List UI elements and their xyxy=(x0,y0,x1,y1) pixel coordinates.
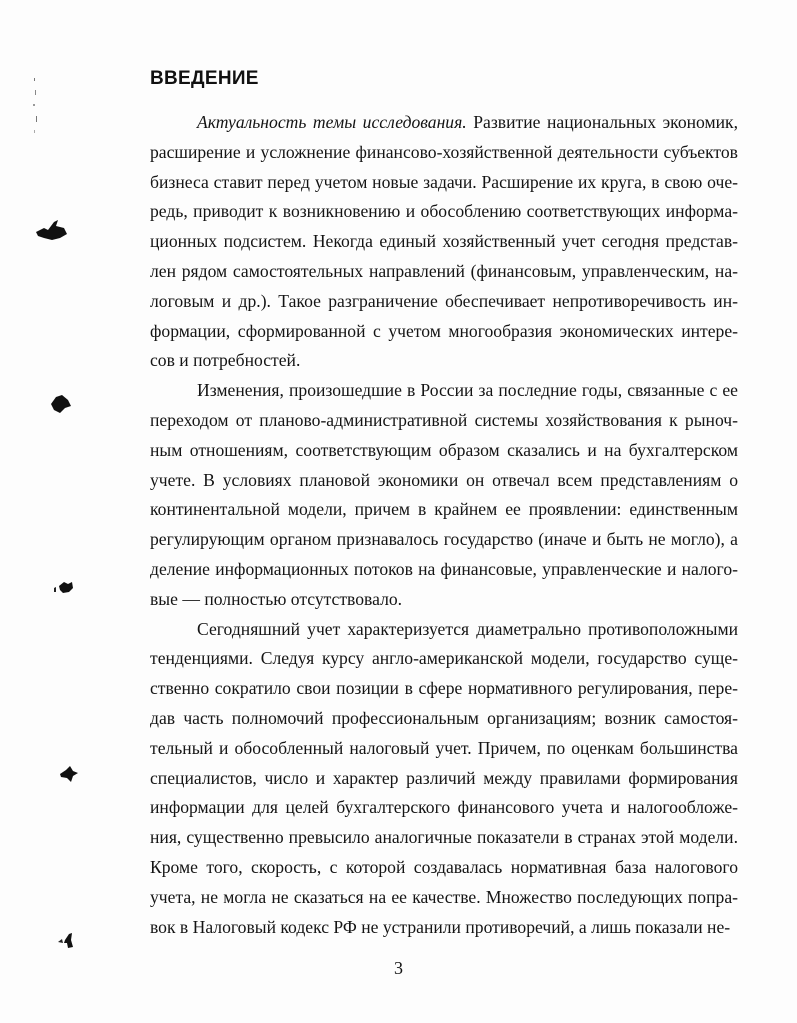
scan-specks xyxy=(30,60,50,150)
binding-mark-2 xyxy=(48,392,74,416)
binding-mark-3 xyxy=(52,578,76,600)
paragraph-1 xyxy=(150,108,738,376)
paragraph-text: Изменения, произошедшие в России за последние годы, связанные с ее переходом от планово-административной системы хозяйствования к рыночным отношениям, соответствующим образом сказались и на бухгалтерском учете. В условиях плановой экономики он отвечал всем представлениям о континентальной модели, причем в крайнем ее проявлении: единственным регулирующим органом признавалось государство (иначе и быть не могло), а деление информационных потоков на финансовые, управленческие и налоговые — полностью отсутствовало. xyxy=(150,380,738,609)
paragraph-lead: Актуальность темы исследования. xyxy=(197,112,467,132)
paragraph-text: Развитие национальных экономик, расширение и усложнение финансово-хозяйственной деятельности субъектов бизнеса ставит перед учетом новые задачи. Расширение их круга, в свою очередь, приводит к возникновению и обособлению соответствующих информационных подсистем. Некогда единый хозяйственный учет сегодня представлен рядом самостоятельных направлений (финансовым, управленческим, налоговым и др.). Такое разграничение обеспечивает непротиворечивость информации, сформированной с учетом многообразия экономических интересов и потребностей. xyxy=(150,112,738,371)
paragraph-text: Сегодняшний учет характеризуется диаметрально противоположными тенденциями. Следуя курсу англо-американской модели, государство существенно сократило свои позиции в сфере нормативного регулирования, передав часть полномочий профессиональным организациям; возник самостоятельный и обособленный налоговый учет. Причем, по оценкам большинства специалистов, число и характер различий между правилами формирования информации для целей бухгалтерского финансового учета и налогообложения, существенно превысило аналогичные показатели в странах этой модели. Кроме того, скорость, с которой создавалась нормативная база налогового учета, не могла не сказаться на ее качестве. Множество последующих поправок в Налоговый кодекс РФ не устранили противоречий, а лишь показали не- xyxy=(150,618,738,937)
binding-mark-4 xyxy=(58,764,82,786)
binding-mark-1 xyxy=(34,216,70,244)
page-number: 3 xyxy=(394,958,403,978)
body-text xyxy=(150,108,738,942)
binding-mark-5 xyxy=(56,930,78,952)
paragraph-2 xyxy=(150,376,738,614)
paragraph-3 xyxy=(150,615,738,943)
page-title: ВВЕДЕНИЕ xyxy=(150,68,259,89)
